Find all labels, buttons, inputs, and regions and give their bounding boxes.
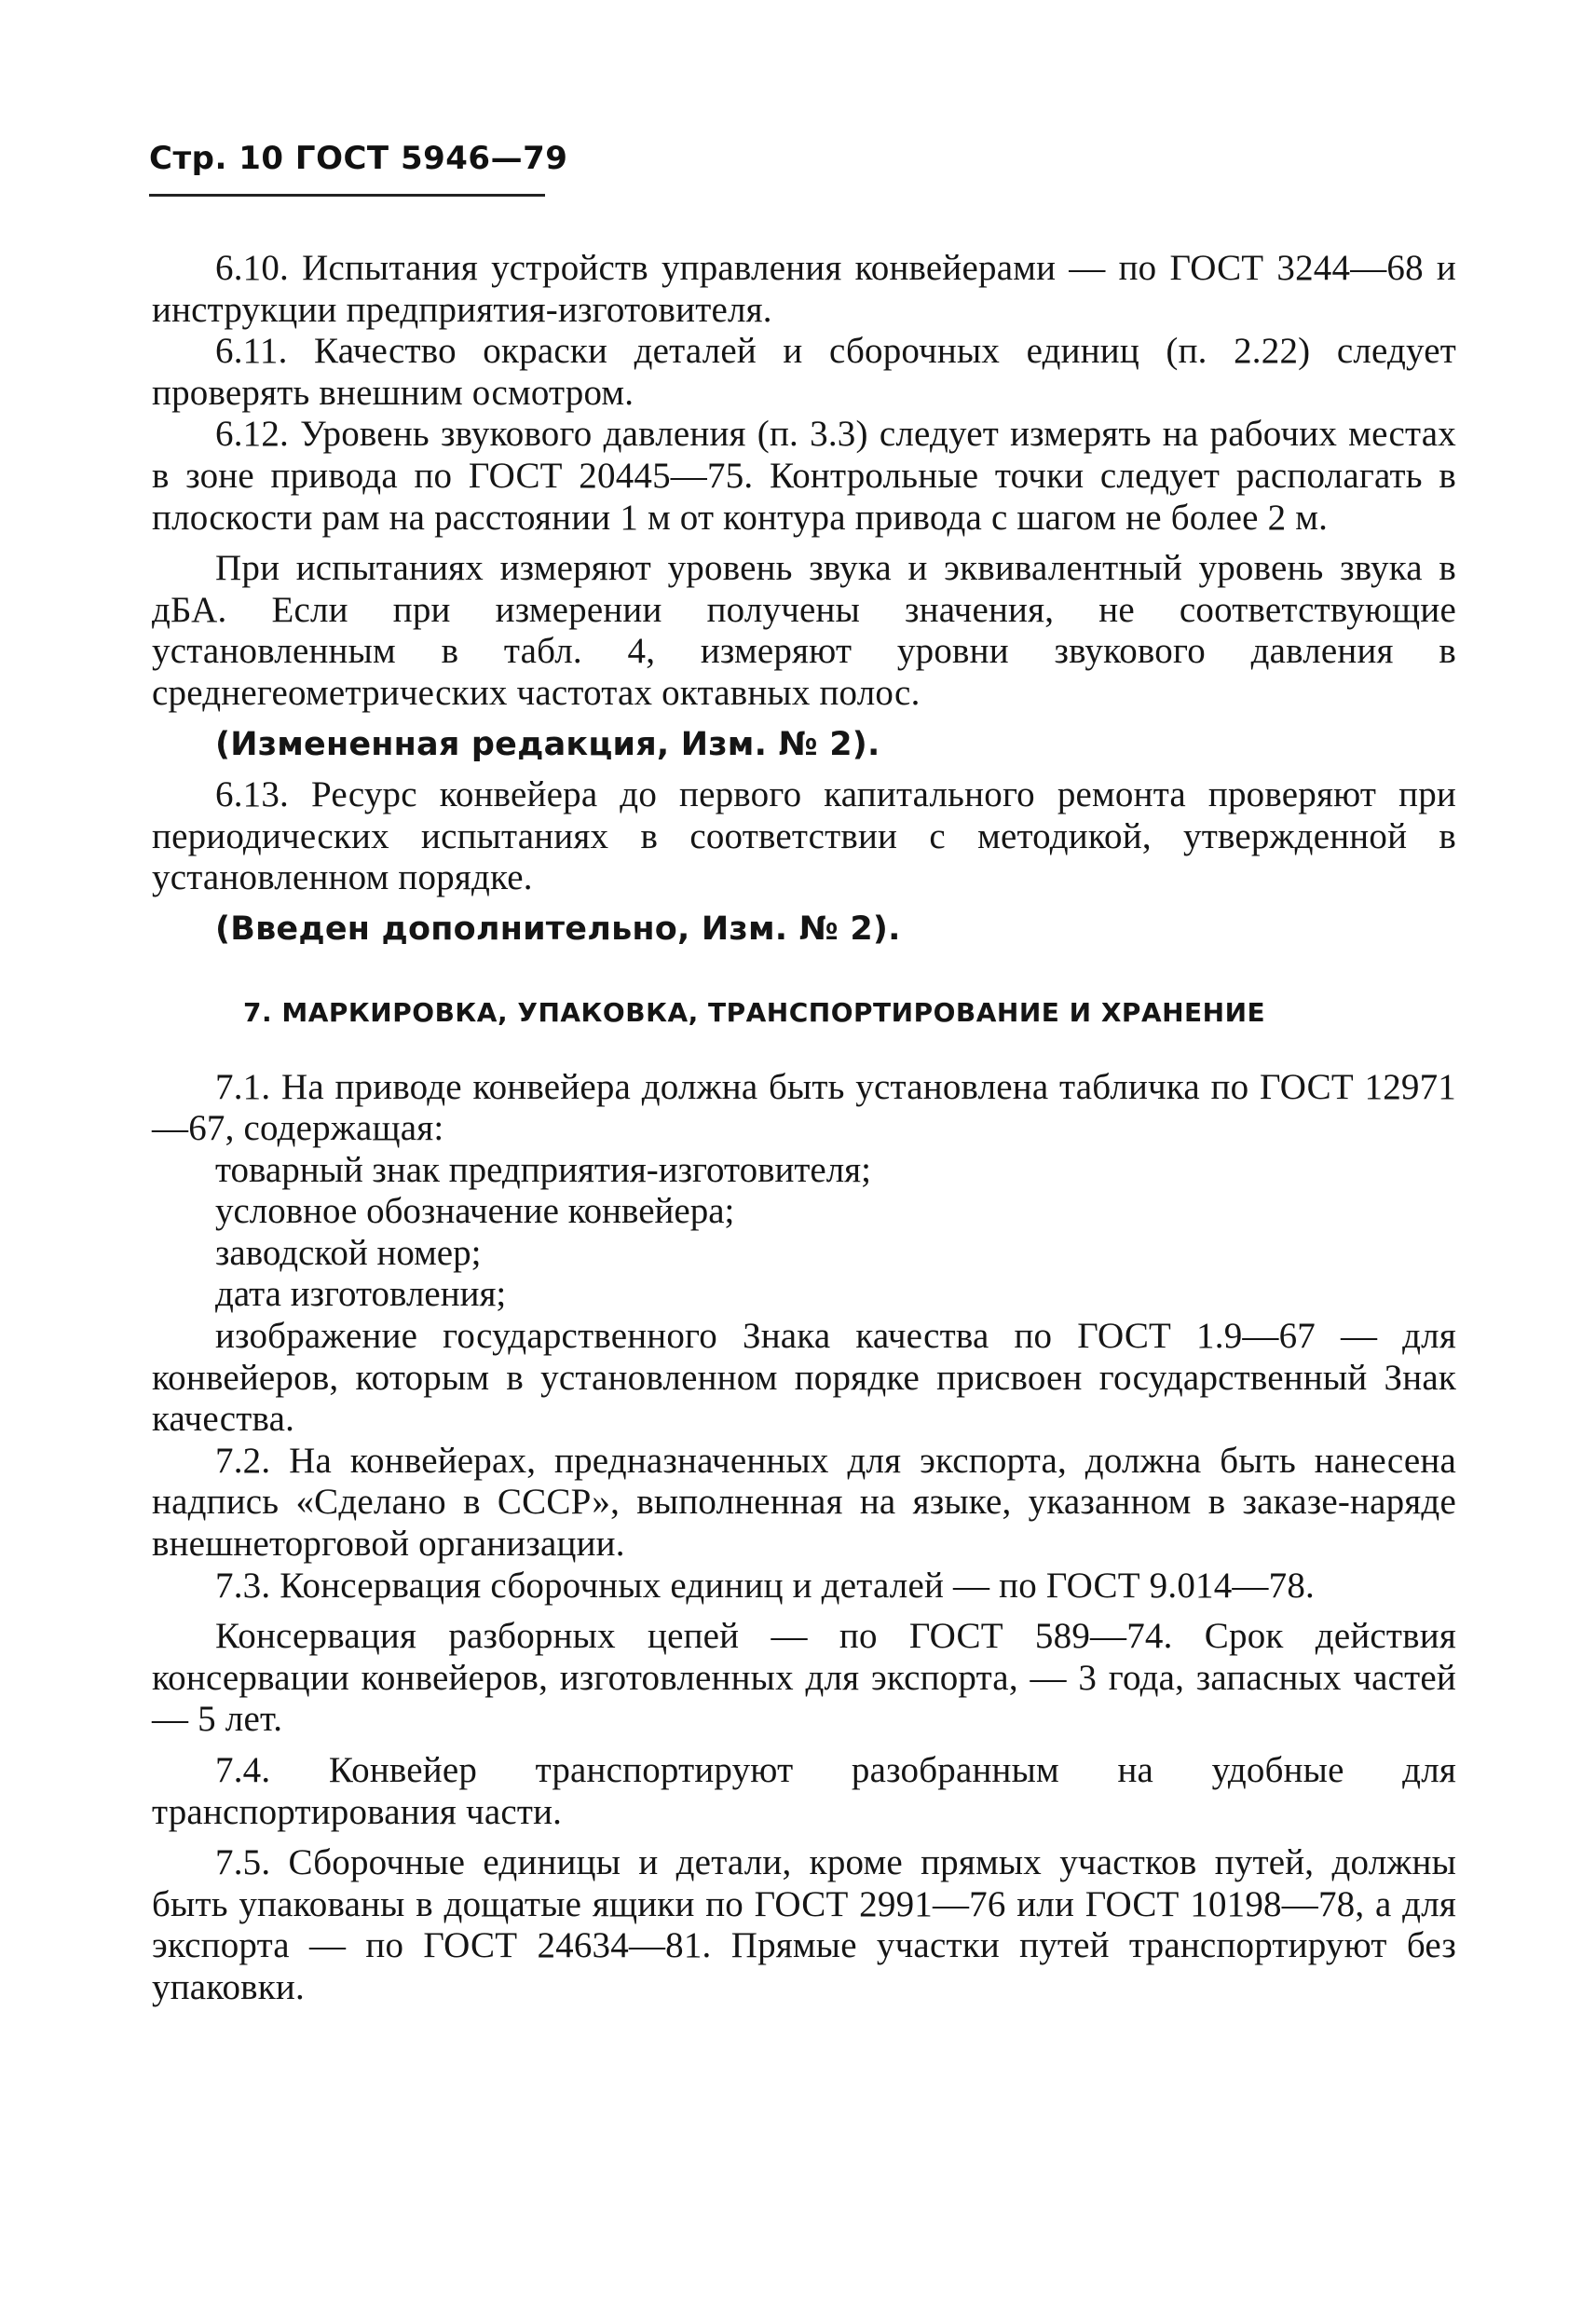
amendment-note-2: (Введен дополнительно, Изм. № 2). (215, 910, 901, 948)
paragraph-6-11: 6.11. Качество окраски деталей и сборочных единиц (п. 2.22) следует проверять внешним осмотром. (152, 331, 1456, 413)
amendment-note-1: (Измененная редакция, Изм. № 2). (215, 725, 880, 763)
paragraph-6-12-measure: При испытаниях измеряют уровень звука и эквивалентный уровень звука в дБА. Если при измерении получены значения, не соответствующие установленным в табл. 4, измеряют уровни звукового давления в среднегеометрических частотах октавных полос. (152, 548, 1456, 713)
page-header: Стр. 10 ГОСТ 5946—79 (149, 140, 568, 177)
paragraph-6-12: 6.12. Уровень звукового давления (п. 3.3) следует измерять на рабочих местах в зоне привода по ГОСТ 20445—75. Контрольные точки следует располагать в плоскости рам на расстоянии 1 м от контура привода с шагом не более 2 м. (152, 414, 1456, 538)
paragraph-7-1: 7.1. На приводе конвейера должна быть установлена табличка по ГОСТ 12971—67, содержащая: (152, 1066, 1456, 1149)
paragraph-7-5: 7.5. Сборочные единицы и детали, кроме прямых участков путей, должны быть упакованы в дощатые ящики по ГОСТ 2991—76 или ГОСТ 10198—78, а для экспорта — по ГОСТ 24634—81. Прямые участки путей транспортируют без упаковки. (152, 1842, 1456, 2007)
list-item: товарный знак предприятия-изготовителя; (215, 1149, 871, 1190)
paragraph-7-3: 7.3. Консервация сборочных единиц и деталей — по ГОСТ 9.014—78. (215, 1565, 1315, 1606)
paragraph-7-4: 7.4. Конвейер транспортируют разобранным на удобные для транспортирования части. (152, 1750, 1456, 1832)
list-item: условное обозначение конвейера; (215, 1191, 735, 1232)
list-item: заводской номер; (215, 1232, 482, 1273)
paragraph-7-2: 7.2. На конвейерах, предназначенных для экспорта, должна быть нанесена надпись «Сделано в СССР», выполненная на языке, указанном в заказе-наряде внешнеторговой организации. (152, 1440, 1456, 1565)
document-body (152, 248, 1456, 2009)
paragraph-7-3-chains: Консервация разборных цепей — по ГОСТ 589—74. Срок действия консервации конвейеров, изготовленных для экспорта, — 3 года, запасных частей — 5 лет. (152, 1616, 1456, 1740)
paragraph-6-13: 6.13. Ресурс конвейера до первого капитального ремонта проверяют при периодических испытаниях в соответствии с методикой, утвержденной в установленном порядке. (152, 774, 1456, 898)
paragraph-7-1-quality-mark: изображение государственного Знака качества по ГОСТ 1.9—67 — для конвейеров, которым в установленном порядке присвоен государственный Знак качества. (152, 1316, 1456, 1440)
list-item: дата изготовления; (215, 1274, 507, 1315)
section-7-title: 7. МАРКИРОВКА, УПАКОВКА, ТРАНСПОРТИРОВАНИЕ И ХРАНЕНИЕ (243, 996, 1266, 1028)
header-rule (149, 194, 545, 197)
paragraph-6-10: 6.10. Испытания устройств управления конвейерами — по ГОСТ 3244—68 и инструкции предприятия-изготовителя. (152, 248, 1456, 330)
